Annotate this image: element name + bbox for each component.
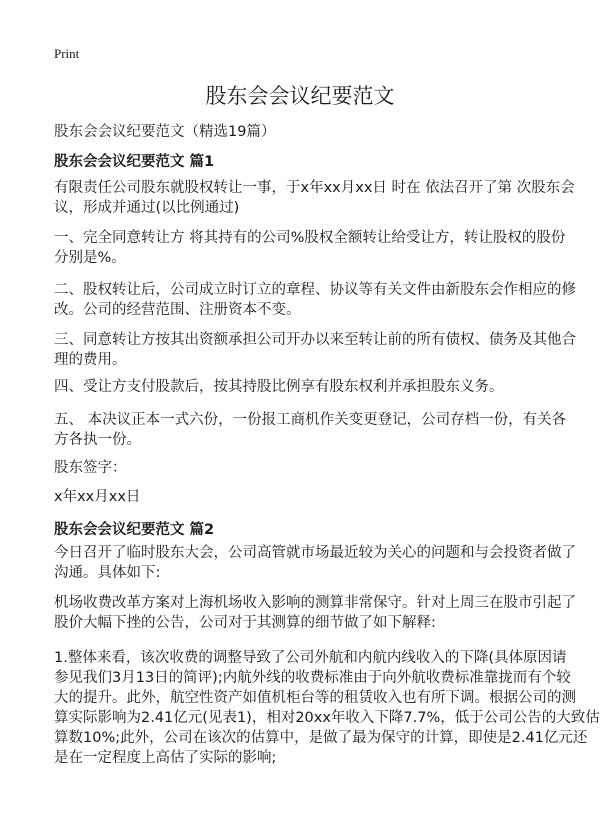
text-line: 方各执一份。 (54, 432, 141, 448)
text-line: 大的提升。此外，航空性资产如值机柜台等的租赁收入也有所下调。根据公司的测 (54, 690, 576, 706)
text-line: 三、同意转让方按其出资额承担公司开办以来至转让前的所有债权、债务及其他合 (54, 332, 576, 348)
paragraph (54, 178, 575, 218)
text-line: 算实际影响为2.41亿元(见表1)，相对20xx年收入下降7.7%，低于公司公告的大致估 (54, 710, 600, 726)
text-line: 股价大幅下挫的公告，公司对于其测算的细节做了如下解释: (54, 615, 436, 631)
paragraph (54, 543, 576, 583)
signature-label (54, 458, 127, 478)
text-line: 一、完全同意转让方 将其持有的公司%股权全额转让给受让方，转让股权的股份 (54, 230, 566, 246)
text-line: 算数10%;此外，公司在该次的估算中，是做了最为保守的计算，即使是2.41亿元还 (54, 730, 588, 746)
paragraph (54, 377, 504, 397)
text-line: 五、 本决议正本一式六份，一份报工商机作关变更登记，公司存档一份，有关各 (54, 412, 567, 428)
text-line: 四、受让方支付股款后，按其持股比例享有股东权利并承担股东义务。 (54, 379, 504, 395)
text-line: 机场收费改革方案对上海机场收入影响的测算非常保守。针对上周三在股市引起了 (54, 595, 576, 611)
text-line: 二、股权转让后，公司成立时订立的章程、协议等有关文件由新股东会作相应的修 (54, 282, 576, 298)
page-title: 股东会会议纪要范文 (205, 84, 395, 108)
text-line: 股东签字： (54, 460, 127, 476)
text-line: 分别是%。 (54, 250, 126, 266)
text-line: 1.整体来看，该次收费的调整导致了公司外航和内航内线收入的下降(具体原因请 (54, 650, 567, 666)
paragraph (54, 410, 566, 450)
text-line: 理的费用。 (54, 352, 127, 368)
text-line: 改。公司的经营范围、注册资本不变。 (54, 302, 301, 318)
text-line: 有限责任公司股东就股权转让一事，于x年xx月xx日 时在 依法召开了第 次股东会 (54, 180, 575, 196)
print-link[interactable]: Print (54, 46, 80, 61)
section-heading: 股东会会议纪要范文 篇1 (54, 154, 215, 170)
paragraph (54, 280, 576, 320)
text-line: 沟通。具体如下: (54, 565, 161, 581)
document-subtitle: 股东会会议纪要范文（精选19篇） (54, 124, 276, 140)
paragraph (54, 593, 576, 633)
text-line: 议，形成并通过(以比例通过) (54, 200, 240, 216)
section-heading: 股东会会议纪要范文 篇2 (54, 522, 215, 538)
text-line: 是在一定程度上高估了实际的影响; (54, 750, 277, 766)
text-line: 今日召开了临时股东大会，公司高管就市场最近较为关心的问题和与会投资者做了 (54, 545, 576, 561)
paragraph (54, 228, 565, 268)
paragraph (54, 330, 576, 370)
date-line (54, 487, 140, 507)
paragraph (54, 648, 600, 768)
text-line: x年xx月xx日 (54, 489, 141, 505)
text-line: 参见我们3月13日的简评);内航外线的收费标准由于向外航收费标准靠拢而有个较 (54, 670, 571, 686)
